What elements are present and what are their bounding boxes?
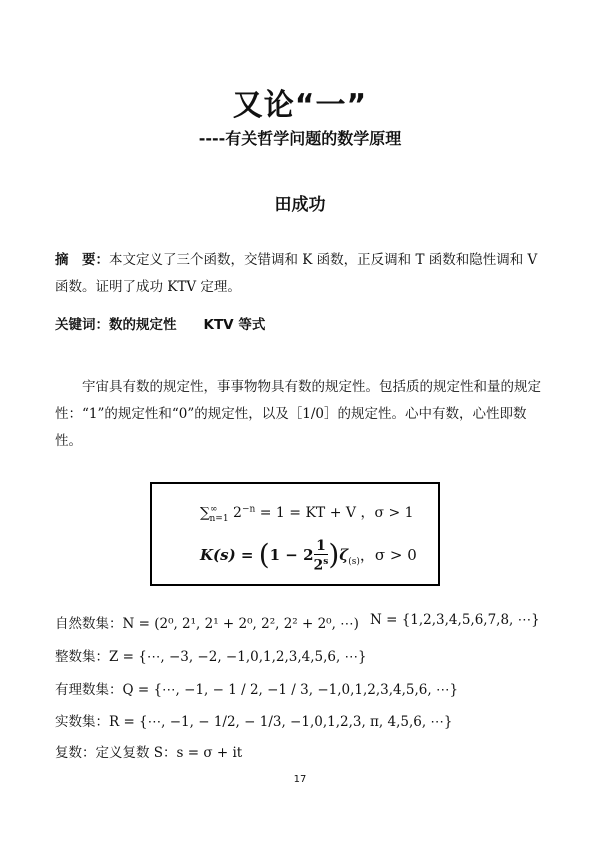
left-paren: ( [258, 538, 270, 571]
real-formula: R = {⋯, −1, − 1/2, − 1/3, −1,0,1,2,3, π, 4,5,6, ⋯} [109, 714, 453, 730]
rational-label: 有理数集： [55, 682, 123, 698]
page-number: 17 [293, 774, 307, 785]
base-two: 2 [233, 505, 242, 521]
integer-label: 整数集： [55, 649, 109, 665]
complex-line [55, 741, 242, 761]
page-title: 又论“一” [232, 88, 368, 123]
body-paragraph: 宇宙具有数的规定性，事事物物具有数的规定性。包括质的规定性和量的规定性：“1”的规定性和“0”的规定性，以及［1/0］的规定性。心中有数，心性即数性。 [55, 379, 541, 449]
formula-k-line [200, 538, 417, 573]
fraction-denominator: 2$^s$ [313, 556, 329, 574]
complex-label: 复数： [55, 745, 96, 761]
right-paren: ) [328, 538, 340, 571]
real-set-line [55, 710, 453, 730]
keywords-label: 关键词： [55, 317, 109, 333]
k-function-label: K(s) = [200, 546, 259, 564]
zeta-symbol: ζ [339, 546, 349, 564]
keywords [55, 312, 550, 339]
fraction-numerator: 1 [314, 539, 329, 555]
integer-formula: Z = {⋯, −3, −2, −1,0,1,2,3,4,5,6, ⋯} [109, 649, 367, 665]
author-name: 田成功 [274, 195, 326, 215]
natural-label: 自然数集： [55, 616, 123, 632]
formula-line1-tail: = 1 = KT + V ，σ > 1 [259, 505, 414, 521]
complex-text: 定义复数 S：s = σ + it [95, 745, 243, 761]
natural-formula: N = (2⁰, 2¹, 2¹ + 2⁰, 2², 2² + 2⁰, ⋯) [122, 616, 359, 632]
integer-set-line [55, 645, 367, 665]
one-minus-two: 1 − 2 [269, 546, 314, 564]
sum-lower: n=1 [209, 513, 229, 524]
abstract-label: 摘 要： [55, 252, 109, 268]
zeta-subscript: (s) [348, 557, 360, 567]
keywords-text: 数的规定性 KTV 等式 [109, 317, 266, 333]
natural-set-line [55, 612, 359, 632]
real-label: 实数集： [55, 714, 109, 730]
natural-set-line-2: N = {1,2,3,4,5,6,7,8, ⋯} [370, 612, 540, 628]
formula-series-line [200, 502, 414, 524]
abstract [55, 247, 550, 301]
sum-upper: ∞ [210, 504, 218, 515]
rational-set-line [55, 678, 458, 698]
neg-n-exponent: −n [241, 504, 256, 515]
abstract-text: 本文定义了三个函数，交错调和 K 函数，正反调和 T 函数和隐性调和 V 函数。证明了成功 KTV 定理。 [55, 252, 538, 295]
formula-line2-tail: ，σ > 0 [359, 546, 417, 564]
fraction [314, 539, 329, 574]
page-subtitle: ----有关哲学问题的数学原理 [198, 129, 402, 148]
rational-formula: Q = {⋯, −1, − 1 / 2, −1 / 3, −1,0,1,2,3,4,5,6, ⋯} [122, 682, 459, 698]
sum-symbol: ∑ [200, 505, 210, 521]
formula-box [150, 482, 440, 586]
